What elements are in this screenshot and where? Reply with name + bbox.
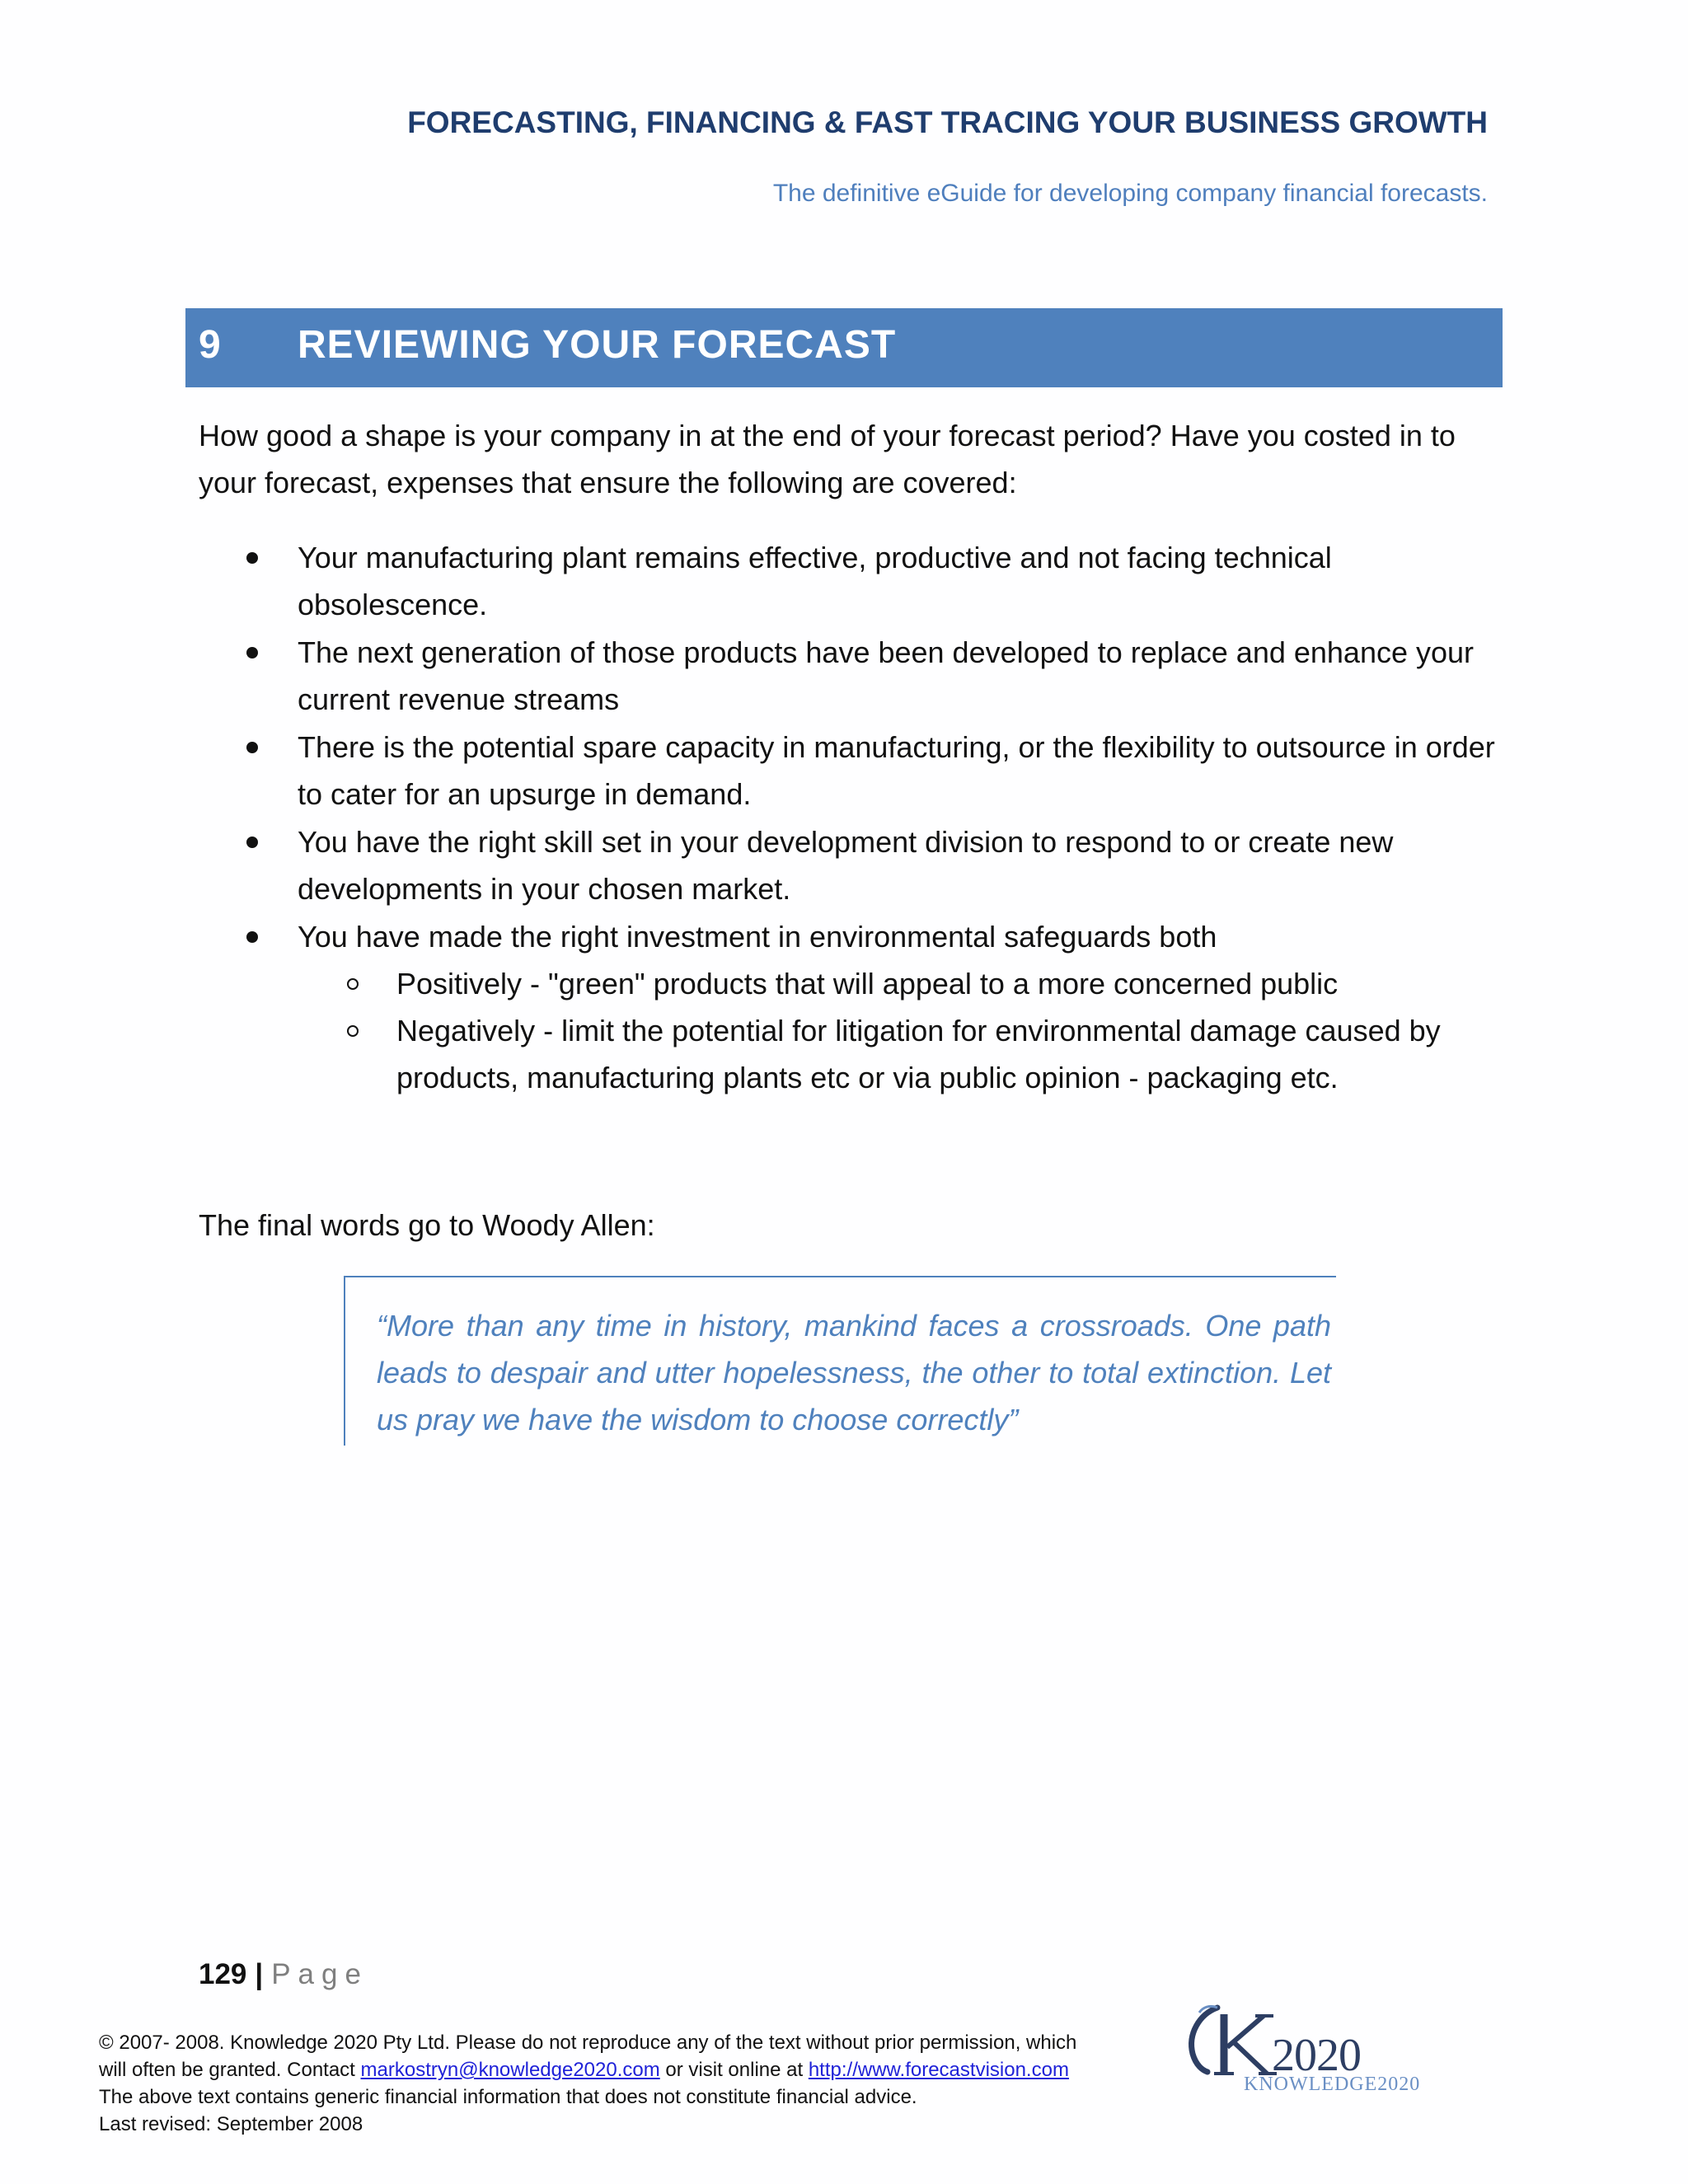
bullet-icon [246,647,258,658]
closing-line: The final words go to Woody Allen: [199,1208,655,1242]
list-item-text: There is the potential spare capacity in manufacturing, or the flexibility to outsource in order to cater for an upsurge in demand. [298,730,1495,811]
knowledge2020-logo [1184,2001,1423,2100]
website-link[interactable]: http://www.forecastvision.com [808,2059,1069,2081]
logo-number: 2020 [1272,2030,1361,2081]
quote-text: “More than any time in history, mankind faces a crossroads. One path leads to despair and utter hopelessness, the other to total extinction. Let us pray we have the wisdom to choose correctly” [377,1309,1331,1436]
footer-line: © 2007- 2008. Knowledge 2020 Pty Ltd. Please do not reproduce any of the text without prior permission, which [99,2032,1077,2054]
intro-paragraph: How good a shape is your company in at the end of your forecast period? Have you costed in to your forecast, expenses that ensure the following are covered: [199,419,1456,499]
hollow-bullet-icon [347,1025,359,1037]
page-number-separator: | [255,1958,264,1990]
hollow-bullet-icon [347,978,359,990]
email-link[interactable]: markostryn@knowledge2020.com [360,2059,660,2081]
running-header-subtitle: The definitive eGuide for developing company financial forecasts. [772,180,1488,207]
quote-box [344,1276,1336,1446]
list-item [199,913,1526,1101]
footer-line: The above text contains generic financial information that does not constitute financial advice. [99,2086,917,2108]
footer-text: will often be granted. Contact [99,2059,361,2081]
sub-list [298,960,1526,1101]
logo-wordmark: KNOWLEDGE2020 [1244,2074,1421,2095]
sub-list-item-text: Positively - "green" products that will appeal to a more concerned public [396,967,1339,1001]
copyright-footer [99,2029,1170,2138]
bullet-icon [246,837,258,848]
sub-list-item [298,1007,1526,1101]
list-item [199,534,1526,628]
checklist [199,534,1526,1102]
section-title: REVIEWING YOUR FORECAST [298,323,897,367]
footer-contact-line [99,2056,1170,2083]
bullet-icon [246,742,258,753]
sub-list-item-text: Negatively - limit the potential for litigation for environmental damage caused by products, manufacturing plants etc or via public opinion - packaging etc. [396,1014,1441,1094]
sub-list-item [298,960,1526,1007]
list-item-text: You have the right skill set in your development division to respond to or create new developments in your chosen market. [298,825,1394,906]
section-heading-bar [185,308,1503,387]
list-item-text: Your manufacturing plant remains effective, productive and not facing technical obsolescence. [298,541,1332,621]
list-item [199,818,1526,912]
page-number-label: Page [271,1958,368,1990]
footer-line: Last revised: September 2008 [99,2113,363,2135]
bullet-icon [246,931,258,943]
list-item-text: The next generation of those products have been developed to replace and enhance your current revenue streams [298,635,1475,716]
section-number: 9 [199,323,221,367]
page-number-value: 129 [199,1958,247,1990]
page-number [199,1958,368,1991]
list-item [199,629,1526,723]
list-item [199,724,1526,818]
footer-text: or visit online at [659,2059,809,2081]
bullet-icon [246,552,258,564]
running-header-title: FORECASTING, FINANCING & FAST TRACING YOUR BUSINESS GROWTH [407,105,1488,139]
list-item-text: You have made the right investment in environmental safeguards both [298,920,1217,954]
